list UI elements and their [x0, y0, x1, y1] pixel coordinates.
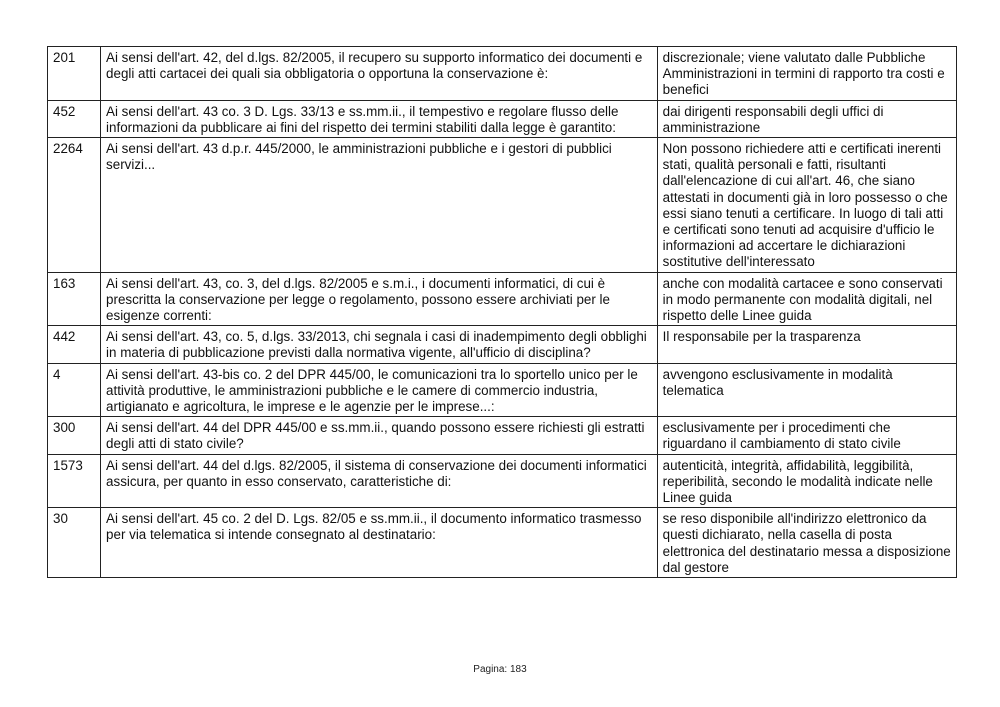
question-text: Ai sensi dell'art. 43, co. 3, del d.lgs. 82/2005 e s.m.i., i documenti informatici, di cui è prescritta la conservazione per legge o regolamento, possono essere archiviati per le esigenze correnti: — [101, 272, 658, 326]
question-number: 452 — [48, 100, 101, 137]
table-row — [48, 454, 957, 508]
questions-table — [47, 46, 957, 578]
question-number: 2264 — [48, 138, 101, 273]
question-text: Ai sensi dell'art. 44 del d.lgs. 82/2005, il sistema di conservazione dei documenti informatici assicura, per quanto in esso conservato, caratteristiche di: — [101, 454, 658, 508]
question-text: Ai sensi dell'art. 42, del d.lgs. 82/2005, il recupero su supporto informatico dei documenti e degli atti cartacei dei quali sia obbligatoria o opportuna la conservazione è: — [101, 47, 658, 101]
question-text: Ai sensi dell'art. 43, co. 5, d.lgs. 33/2013, chi segnala i casi di inadempimento degli obblighi in materia di pubblicazione previsti dalla normativa vigente, all'ufficio di disciplina? — [101, 326, 658, 363]
answer-text: Il responsabile per la trasparenza — [657, 326, 956, 363]
answer-text: dai dirigenti responsabili degli uffici di amministrazione — [657, 100, 956, 137]
question-number: 1573 — [48, 454, 101, 508]
answer-text: discrezionale; viene valutato dalle Pubbliche Amministrazioni in termini di rapporto tra costi e benefici — [657, 47, 956, 101]
table-row — [48, 47, 957, 101]
question-number: 163 — [48, 272, 101, 326]
question-text: Ai sensi dell'art. 45 co. 2 del D. Lgs. 82/05 e ss.mm.ii., il documento informatico trasmesso per via telematica si intende consegnato al destinatario: — [101, 508, 658, 578]
table-row — [48, 326, 957, 363]
question-text: Ai sensi dell'art. 44 del DPR 445/00 e ss.mm.ii., quando possono essere richiesti gli estratti degli atti di stato civile? — [101, 417, 658, 454]
answer-text: Non possono richiedere atti e certificati inerenti stati, qualità personali e fatti, risultanti dall'elencazione di cui all'art. 46, che siano attestati in documenti già in loro possesso o che essi siano tenuti a certificare. In luogo di tali atti e certificati sono tenuti ad acquisire d'ufficio le informazioni ad accertare le dichiarazioni sostitutive dell'interessato — [657, 138, 956, 273]
questions-table-body — [48, 47, 957, 578]
answer-text: autenticità, integrità, affidabilità, leggibilità, reperibilità, secondo le modalità indicate nelle Linee guida — [657, 454, 956, 508]
answer-text: anche con modalità cartacee e sono conservati in modo permanente con modalità digitali, nel rispetto delle Linee guida — [657, 272, 956, 326]
question-number: 30 — [48, 508, 101, 578]
table-row — [48, 363, 957, 417]
answer-text: se reso disponibile all'indirizzo elettronico da questi dichiarato, nella casella di posta elettronica del destinatario messa a disposizione dal gestore — [657, 508, 956, 578]
table-row — [48, 138, 957, 273]
answer-text: avvengono esclusivamente in modalità telematica — [657, 363, 956, 417]
page-number-footer: Pagina: 183 — [473, 664, 527, 675]
question-number: 4 — [48, 363, 101, 417]
table-row — [48, 417, 957, 454]
question-text: Ai sensi dell'art. 43-bis co. 2 del DPR 445/00, le comunicazioni tra lo sportello unico per le attività produttive, le amministrazioni pubbliche e le camere di commercio industria, artigianato e agricoltura, le imprese e le agenzie per le imprese...: — [101, 363, 658, 417]
question-text: Ai sensi dell'art. 43 co. 3 D. Lgs. 33/13 e ss.mm.ii., il tempestivo e regolare flusso delle informazioni da pubblicare ai fini del rispetto dei termini stabiliti dalla legge è garantito: — [101, 100, 658, 137]
table-row — [48, 508, 957, 578]
table-row — [48, 100, 957, 137]
question-number: 442 — [48, 326, 101, 363]
answer-text: esclusivamente per i procedimenti che riguardano il cambiamento di stato civile — [657, 417, 956, 454]
table-row — [48, 272, 957, 326]
question-number: 300 — [48, 417, 101, 454]
question-number: 201 — [48, 47, 101, 101]
question-text: Ai sensi dell'art. 43 d.p.r. 445/2000, le amministrazioni pubbliche e i gestori di pubblici servizi... — [101, 138, 658, 273]
